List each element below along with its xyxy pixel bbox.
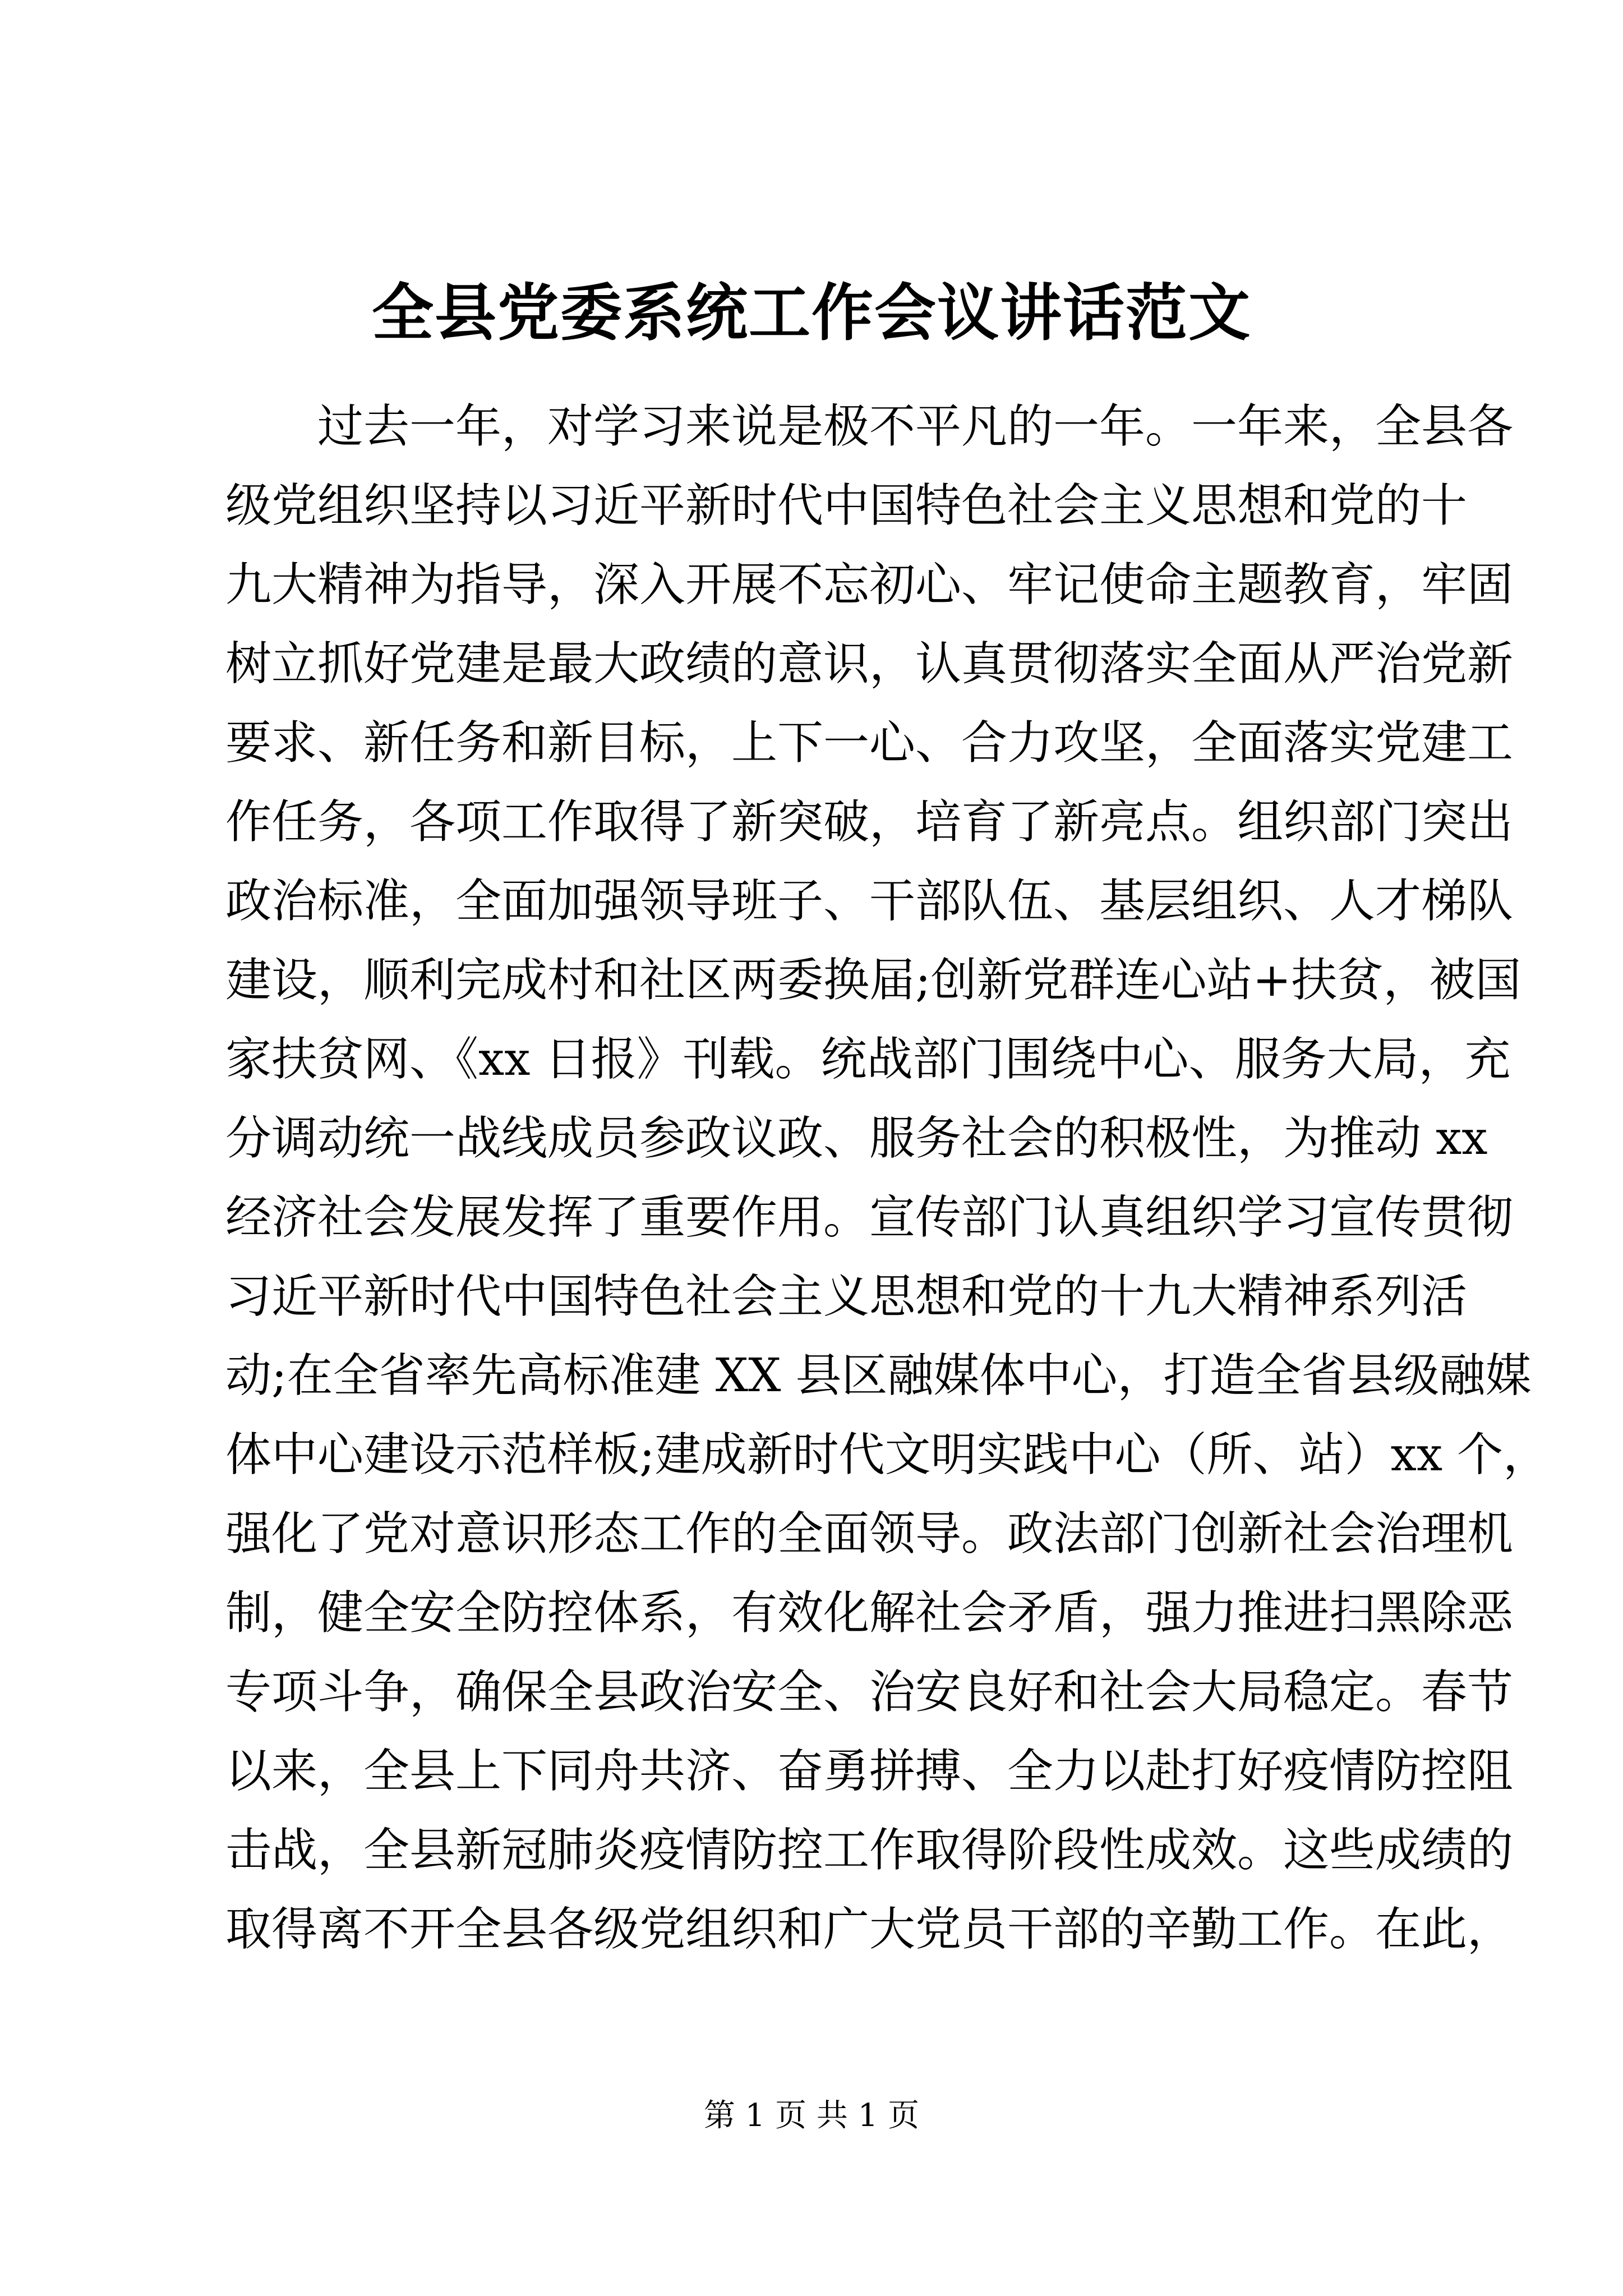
body-line: 取得离不开全县各级党组织和广大党员干部的辛勤工作。在此，	[225, 1903, 1514, 1956]
body-line: 动;在全省率先高标准建 XX 县区融媒体中心，打造全省县级融媒	[225, 1349, 1532, 1402]
body-line: 强化了党对意识形态工作的全面领导。政法部门创新社会治理机	[225, 1507, 1514, 1561]
body-line: 级党组织坚持以习近平新时代中国特色社会主义思想和党的十	[225, 479, 1468, 532]
body-line: 体中心建设示范样板;建成新时代文明实践中心（所、站）xx 个，	[225, 1428, 1550, 1481]
body-line: 习近平新时代中国特色社会主义思想和党的十九大精神系列活	[225, 1270, 1468, 1323]
body-line: 九大精神为指导，深入开展不忘初心、牢记使命主题教育，牢固	[225, 558, 1514, 611]
body-line: 分调动统一战线成员参政议政、服务社会的积极性，为推动 xx	[225, 1112, 1488, 1165]
body-line: 树立抓好党建是最大政绩的意识，认真贯彻落实全面从严治党新	[225, 637, 1514, 691]
document-body	[225, 387, 1550, 1969]
body-line: 制，健全安全防控体系，有效化解社会矛盾，强力推进扫黑除恶	[225, 1586, 1514, 1640]
body-line: 专项斗争，确保全县政治安全、治安良好和社会大局稳定。春节	[225, 1665, 1514, 1719]
body-line: 政治标准，全面加强领导班子、干部队伍、基层组织、人才梯队	[225, 875, 1514, 928]
page-number-footer: 第 1 页 共 1 页	[703, 2097, 920, 2134]
body-line: 经济社会发展发挥了重要作用。宣传部门认真组织学习宣传贯彻	[225, 1191, 1514, 1244]
body-line: 建设，顺利完成村和社区两委换届;创新党群连心站+扶贫，被国	[225, 954, 1521, 1007]
body-line: 作任务，各项工作取得了新突破，培育了新亮点。组织部门突出	[225, 795, 1514, 849]
body-line: 击战，全县新冠肺炎疫情防控工作取得阶段性成效。这些成绩的	[225, 1824, 1514, 1877]
body-line: 要求、新任务和新目标，上下一心、合力攻坚，全面落实党建工	[225, 716, 1514, 770]
body-line: 以来，全县上下同舟共济、奋勇拼搏、全力以赴打好疫情防控阻	[225, 1745, 1514, 1798]
document-title: 全县党委系统工作会议讲话范文	[372, 277, 1251, 349]
body-line: 家扶贫网、《xx 日报》刊载。统战部门围绕中心、服务大局，充	[225, 1033, 1511, 1086]
body-line: 过去一年，对学习来说是极不平凡的一年。一年来，全县各	[317, 400, 1514, 453]
